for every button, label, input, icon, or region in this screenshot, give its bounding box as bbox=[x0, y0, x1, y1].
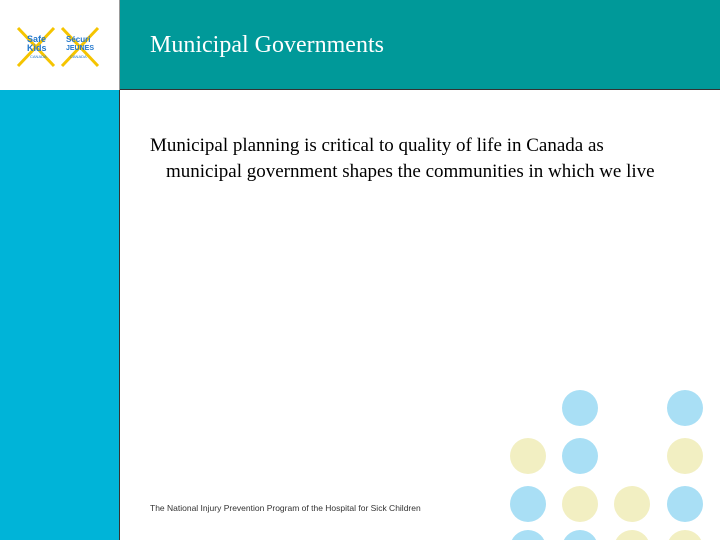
footer-text: The National Injury Prevention Program of the Hospital for Sick Children bbox=[150, 503, 421, 513]
decorative-dot bbox=[667, 486, 703, 522]
decorative-dot bbox=[510, 530, 546, 540]
logo-area bbox=[0, 0, 120, 90]
decorative-dot bbox=[667, 438, 703, 474]
decorative-dot bbox=[510, 486, 546, 522]
logo-left-line3: CANADA bbox=[30, 54, 47, 59]
logo-right-line1: Sécuri bbox=[66, 35, 91, 44]
logo-right-line3: CANADA bbox=[70, 54, 87, 59]
safe-kids-logo bbox=[0, 0, 120, 90]
decorative-dot bbox=[510, 438, 546, 474]
slide-title: Municipal Governments bbox=[150, 32, 384, 58]
decorative-dot bbox=[667, 530, 703, 540]
logo-left-line1: Safe bbox=[27, 34, 47, 44]
decorative-dot bbox=[562, 486, 598, 522]
body-paragraph: Municipal planning is critical to quality of life in Canada as municipal government shapes the communities in which we live bbox=[150, 135, 655, 182]
decorative-dot bbox=[614, 486, 650, 522]
logo-right-line2: JEUNES bbox=[66, 45, 95, 52]
left-sidebar bbox=[0, 90, 120, 540]
logo-left-line2: Kids bbox=[27, 43, 47, 53]
decorative-dot bbox=[562, 438, 598, 474]
title-bar bbox=[120, 0, 720, 90]
decorative-dot bbox=[667, 390, 703, 426]
decorative-dot bbox=[562, 530, 598, 540]
decorative-dot bbox=[614, 530, 650, 540]
decorative-dot bbox=[562, 390, 598, 426]
